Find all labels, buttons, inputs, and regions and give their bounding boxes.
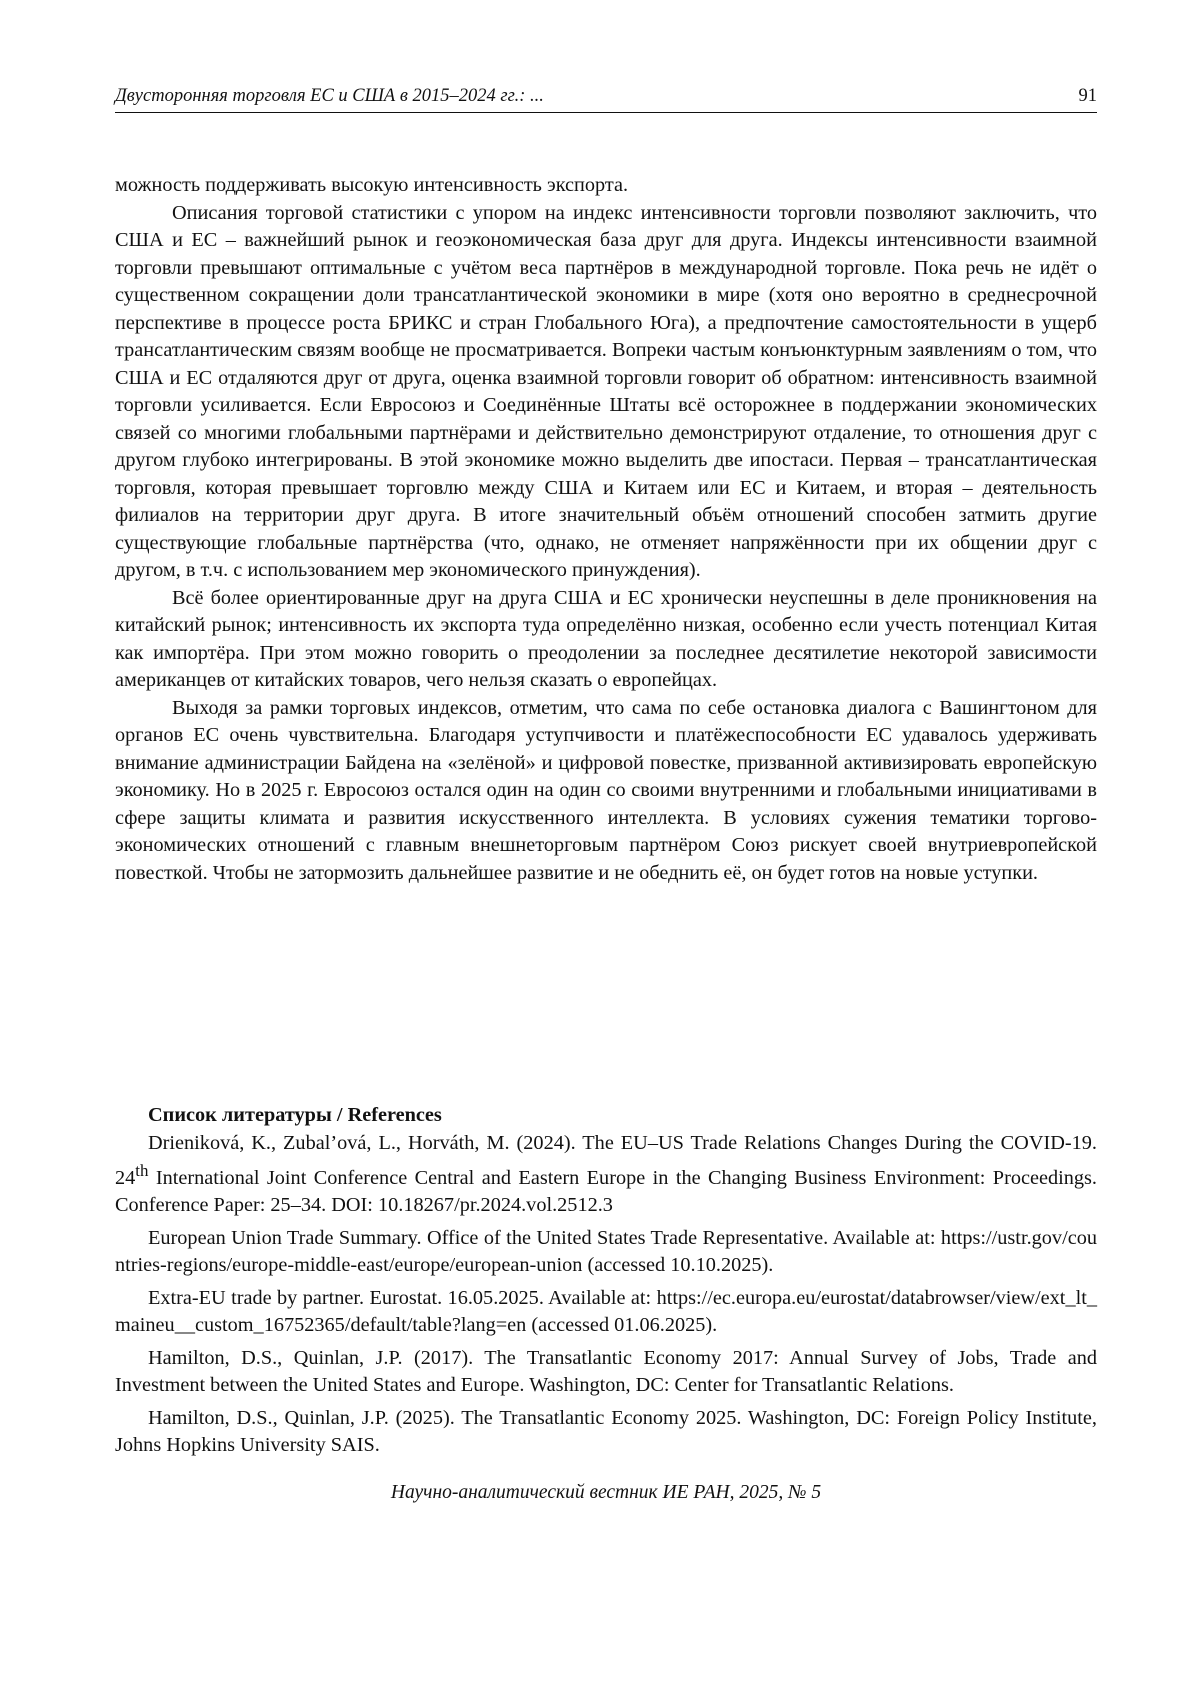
reference-item-4 [115,1345,1097,1400]
reference-item-5 [115,1405,1097,1460]
reference-4-text: Hamilton, D.S., Quinlan, J.P. (2017). The Transatlantic Economy 2017: Annual Survey of Jobs, Trade and Investment between the United States and Europe. Washington, DC: Center for Transatlantic Relations. [115,1346,1097,1397]
running-header [115,82,1097,113]
article-body [115,172,1097,887]
reference-1-superscript: th [135,1161,149,1180]
body-paragraph-2: Описания торговой статистики с упором на индекс интенсивности торговли позволяют заключить, что США и ЕС – важнейший рынок и геоэкономическая база друг для друга. Индексы интенсивности взаимной торговли превышают оптимальные с учётом веса партнёров в международной торговле. Пока речь не идёт о существенном сокращении доли трансатлантической экономики в мире (хотя оно вероятно в среднесрочной перспективе в процессе роста БРИКС и стран Глобального Юга), а предпочтение самостоятельности в ущерб трансатлантическим связям вообще не просматривается. Вопреки частым конъюнктурным заявлениям о том, что США и ЕС отдаляются друг от друга, оценка взаимной торговли говорит об обратном: интенсивность взаимной торговли усиливается. Если Евросоюз и Соединённые Штаты всё осторожнее в поддержании экономических связей со многими глобальными партнёрами и действительно демонстрируют отдаление, то отношения друг с другом глубоко интегрированы. В этой экономике можно выделить две ипостаси. Первая – трансатлантическая торговля, которая превышает торговлю между США и Китаем или ЕС и Китаем, и вторая – деятельность филиалов на территории друг друга. В итоге значительный объём отношений способен затмить другие существующие глобальные партнёрства (что, однако, не отменяет напряжённости при их общении друг с другом, в т.ч. с использованием мер экономического принуждения). [115,201,1097,581]
reference-item-2 [115,1225,1097,1280]
reference-1-text-part2: International Joint Conference Central and Eastern Europe in the Changing Business Environment: Proceedings. Conference Paper: 25–34. DOI: 10.18267/pr.2024.vol.2512.3 [115,1166,1097,1217]
reference-5-text: Hamilton, D.S., Quinlan, J.P. (2025). The Transatlantic Economy 2025. Washington, DC: Foreign Policy Institute, Johns Hopkins University SAIS. [115,1406,1097,1457]
references-heading: Список литературы / References [148,1104,442,1126]
reference-2-text: European Union Trade Summary. Office of the United States Trade Representative. Available at: https://ustr.gov/countries-regions/europe-middle-east/europe/european-union (accessed 10.10.2025). [115,1226,1097,1277]
references-section [115,1102,1097,1465]
body-paragraph-1: можность поддерживать высокую интенсивность экспорта. [115,174,629,196]
reference-1-text-part1: Drieniková, K., Zubal’ová, L., Horváth, M. (2024). The EU–US Trade Relations Changes During the COVID-19. 24 [115,1131,1097,1189]
reference-item-1 [115,1130,1097,1220]
reference-item-3 [115,1285,1097,1340]
body-paragraph-4: Выходя за рамки торговых индексов, отметим, что сама по себе остановка диалога с Вашингтоном для органов ЕС очень чувствительна. Благодаря уступчивости и платёжеспособности ЕС удавалось удерживать внимание администрации Байдена на «зелёной» и цифровой повестке, призванной активизировать европейскую экономику. Но в 2025 г. Евросоюз остался один на один со своими внутренними и глобальными инициативами в сфере защиты климата и развития искусственного интеллекта. В условиях сужения тематики торгово-экономических отношений с главным внешнеторговым партнёром Союз рискует своей внутриевропейской повесткой. Чтобы не затормозить дальнейшее развитие и не обеднить её, он будет готов на новые уступки. [115,696,1097,884]
reference-3-text: Extra-EU trade by partner. Eurostat. 16.05.2025. Available at: https://ec.europa.eu/eurostat/databrowser/view/ext_lt_maineu__custom_16752365/default/table?lang=en (accessed 01.06.2025). [115,1286,1097,1337]
journal-footer: Научно-аналитический вестник ИЕ РАН, 2025, № 5 [390,1482,822,1503]
running-title: Двусторонняя торговля ЕС и США в 2015–2024 гг.: ... [115,86,544,106]
page-number: 91 [1078,86,1097,106]
body-paragraph-3: Всё более ориентированные друг на друга США и ЕС хронически неуспешны в деле проникновения на китайский рынок; интенсивность их экспорта туда определённо низкая, особенно если учесть потенциал Китая как импортёра. При этом можно говорить о преодолении за последнее десятилетие некоторой зависимости американцев от китайских товаров, чего нельзя сказать о европейцах. [115,586,1097,691]
